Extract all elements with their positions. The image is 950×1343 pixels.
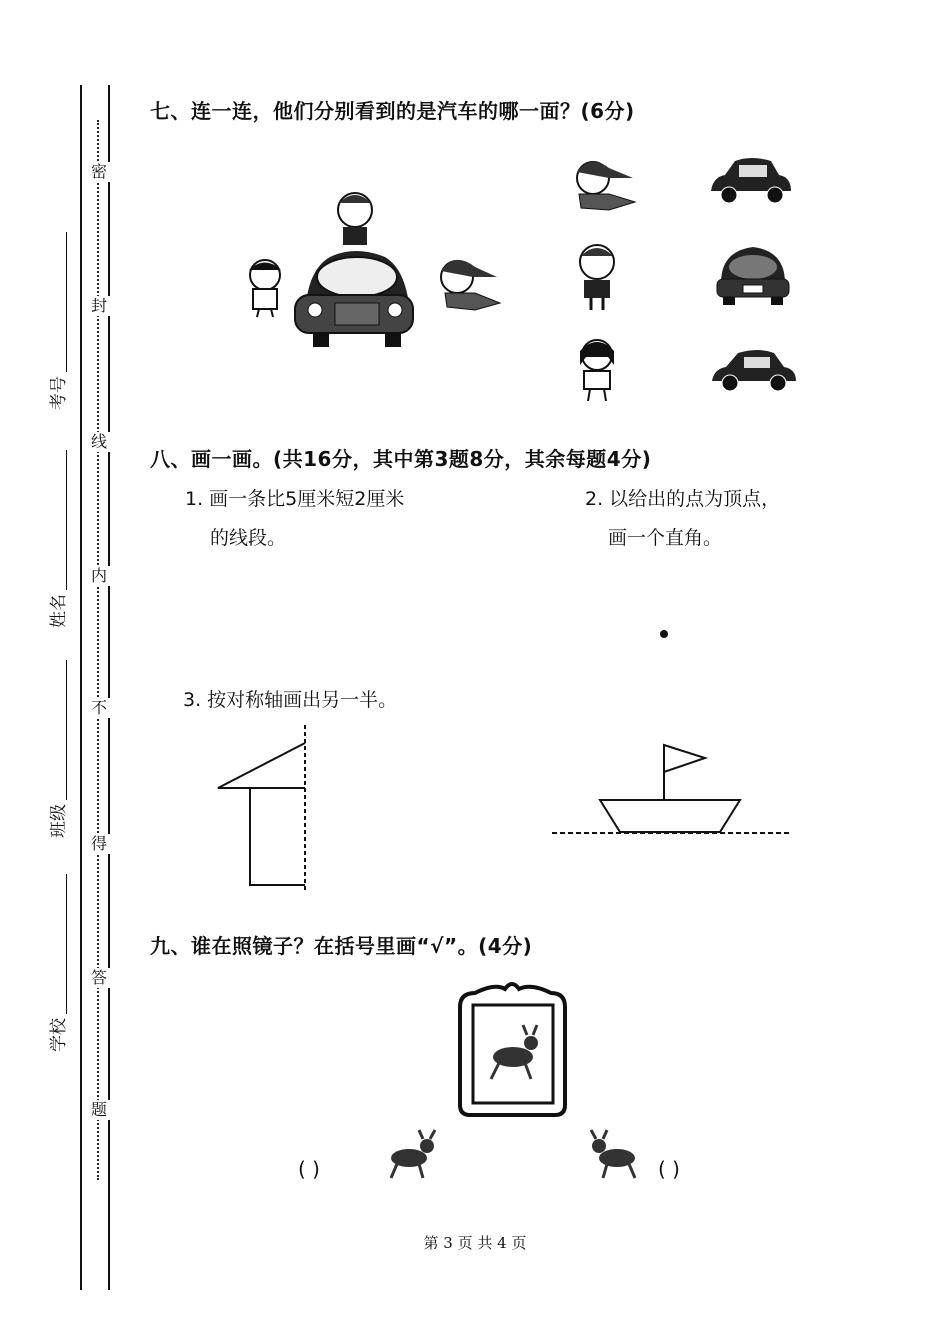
mirror-illustration (455, 975, 570, 1120)
field-name-label: 姓名 (49, 594, 69, 628)
view-child-cap (565, 150, 640, 212)
bracket-left[interactable]: ( ) (298, 1157, 320, 1181)
vertex-point[interactable] (660, 630, 668, 638)
boy-side-figure (441, 260, 500, 310)
view-child-girl (572, 335, 622, 405)
seal-char-da: 答 (88, 968, 110, 988)
boy-back-figure (338, 193, 372, 245)
seal-dotted-line (97, 120, 99, 1180)
field-exam-number-label: 考号 (49, 376, 69, 410)
house-half-figure[interactable] (210, 725, 320, 895)
page-footer: 第 3 页 共 4 页 (423, 1234, 527, 1252)
field-exam-number-blank[interactable] (52, 232, 67, 372)
view-car-side (705, 155, 795, 207)
deer-left (383, 1128, 443, 1180)
field-class-label: 班级 (49, 804, 69, 838)
q1-text-line2: 的线段。 (210, 527, 287, 549)
field-school-blank[interactable] (52, 874, 67, 1014)
section7-title: 七、连一连，他们分别看到的是汽车的哪一面？(6分) (150, 99, 635, 123)
field-school (44, 874, 69, 1052)
section7-scene-illustration (235, 185, 525, 355)
seal-char-bu: 不 (88, 698, 110, 718)
field-name (44, 450, 69, 628)
seal-char-ti: 题 (88, 1100, 110, 1120)
seal-char-feng: 封 (88, 296, 110, 316)
section8-title: 八、画一画。(共16分，其中第3题8分，其余每题4分) (150, 447, 652, 471)
field-class (44, 660, 69, 838)
margin-line-outer (80, 85, 82, 1290)
q2-text-line2: 画一个直角。 (608, 527, 723, 549)
view-car-back (713, 243, 793, 305)
field-school-label: 学校 (49, 1018, 69, 1052)
q1-text-line1: 1. 画一条比5厘米短2厘米 (185, 488, 405, 510)
field-exam-number (44, 232, 69, 410)
seal-char-mi: 密 (88, 162, 110, 182)
girl-side-figure (249, 260, 281, 317)
q3-text: 3. 按对称轴画出另一半。 (183, 689, 398, 711)
deer-right (583, 1128, 643, 1180)
seal-char-nei: 内 (88, 566, 110, 586)
field-class-blank[interactable] (52, 660, 67, 800)
seal-char-de: 得 (88, 834, 110, 854)
section9-title: 九、谁在照镜子？在括号里画“√”。(4分) (150, 934, 533, 958)
view-car-side-2 (708, 345, 798, 395)
car-front (295, 251, 413, 347)
q2-text-line1: 2. 以给出的点为顶点， (585, 488, 781, 510)
boat-half-figure[interactable] (550, 740, 795, 840)
field-name-blank[interactable] (52, 450, 67, 590)
bracket-right[interactable]: ( ) (658, 1157, 680, 1181)
view-child-back (575, 242, 620, 312)
seal-char-xian: 线 (88, 432, 110, 452)
